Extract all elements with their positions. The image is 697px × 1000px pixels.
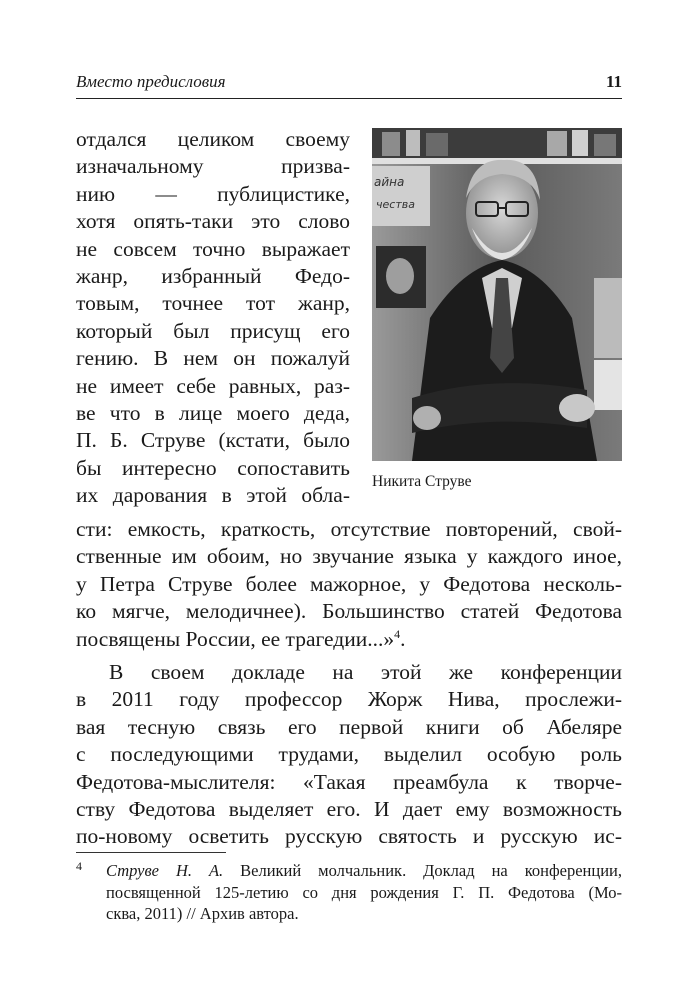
quote-end-line: посвящены России, ее трагедии...»$^4$. <box>76 626 406 651</box>
sign-text-2: чества <box>376 198 415 211</box>
text-line: ко мягче, мелодичнее). Большинство статей Федотова <box>76 599 622 624</box>
running-header <box>76 72 622 99</box>
text-line: не совсем точно выражает <box>76 236 350 261</box>
text-line: П. Б. Струве (кстати, было <box>76 428 350 453</box>
section-title: Вместо предисловия <box>76 72 226 91</box>
paragraph-line: с последующими трудами, выделил особую роль <box>76 742 622 767</box>
quote-end-text: посвящены России, ее трагедии...» <box>76 626 395 651</box>
text-line: ве что в лице моего деда, <box>76 400 350 425</box>
text-line: отдался целиком своему <box>76 127 350 151</box>
photo-caption: Никита Струве <box>372 473 472 490</box>
footnote-divider <box>76 852 226 853</box>
footnote-line: сква, 2011) // Архив автора. <box>106 904 299 923</box>
wrapped-column-text <box>76 126 350 509</box>
footnote-text: Великий молчальник. Доклад на конференции, <box>223 861 622 880</box>
paragraph-line: В своем докладе на этой же конференции <box>109 659 622 684</box>
text-line: сти: емкость, краткость, отсутствие повторений, свой- <box>76 517 622 541</box>
portrait-image <box>372 128 622 461</box>
text-line: их дарования в этой обла- <box>76 483 350 508</box>
text-line: хотя опять-таки это слово <box>76 209 350 234</box>
footnote-number: 4 <box>76 859 82 873</box>
text-line: изначальному призва- <box>76 154 350 179</box>
text-line: жанр, избранный Федо- <box>76 263 350 288</box>
paragraph-line: ству Федотова выделяет его. И дает ему возможность <box>76 796 622 821</box>
text-line: товым, точнее тот жанр, <box>76 291 350 316</box>
paragraph-line: в 2011 году профессор Жорж Нива, прослежи- <box>76 687 622 712</box>
main-body-text <box>76 516 622 851</box>
sign-text-1: айна <box>374 175 405 189</box>
paragraph-line: вая тесную связь его первой книги об Абеляре <box>76 714 622 739</box>
page-number: 11 <box>605 72 622 91</box>
footnote <box>76 860 622 925</box>
text-line: не имеет себе равных, раз- <box>76 373 350 398</box>
text-line: гению. В нем он пожалуй <box>76 346 350 371</box>
paragraph-line: по-новому осветить русскую святость и русскую ис- <box>76 824 622 849</box>
text-line: ственные им обоим, но звучание языка у каждого иное, <box>76 544 622 569</box>
paragraph-line: Федотова-мыслителя: «Такая преамбула к творче- <box>76 769 622 794</box>
footnote-line: посвященной 125-летию со дня рождения Г. П. Федотова (Мо- <box>106 882 622 902</box>
text-line: у Петра Струве более мажорное, у Федотова несколь- <box>76 571 622 596</box>
text-line: нию — публицистике, <box>76 181 350 206</box>
text-line: бы интересно сопоставить <box>76 455 350 480</box>
text-line: который был присущ его <box>76 318 350 343</box>
footnote-line <box>106 860 622 882</box>
footnote-ref[interactable]: 4 <box>394 626 401 641</box>
portrait-photo <box>372 128 622 461</box>
footnote-author: Струве Н. А. <box>106 861 224 880</box>
